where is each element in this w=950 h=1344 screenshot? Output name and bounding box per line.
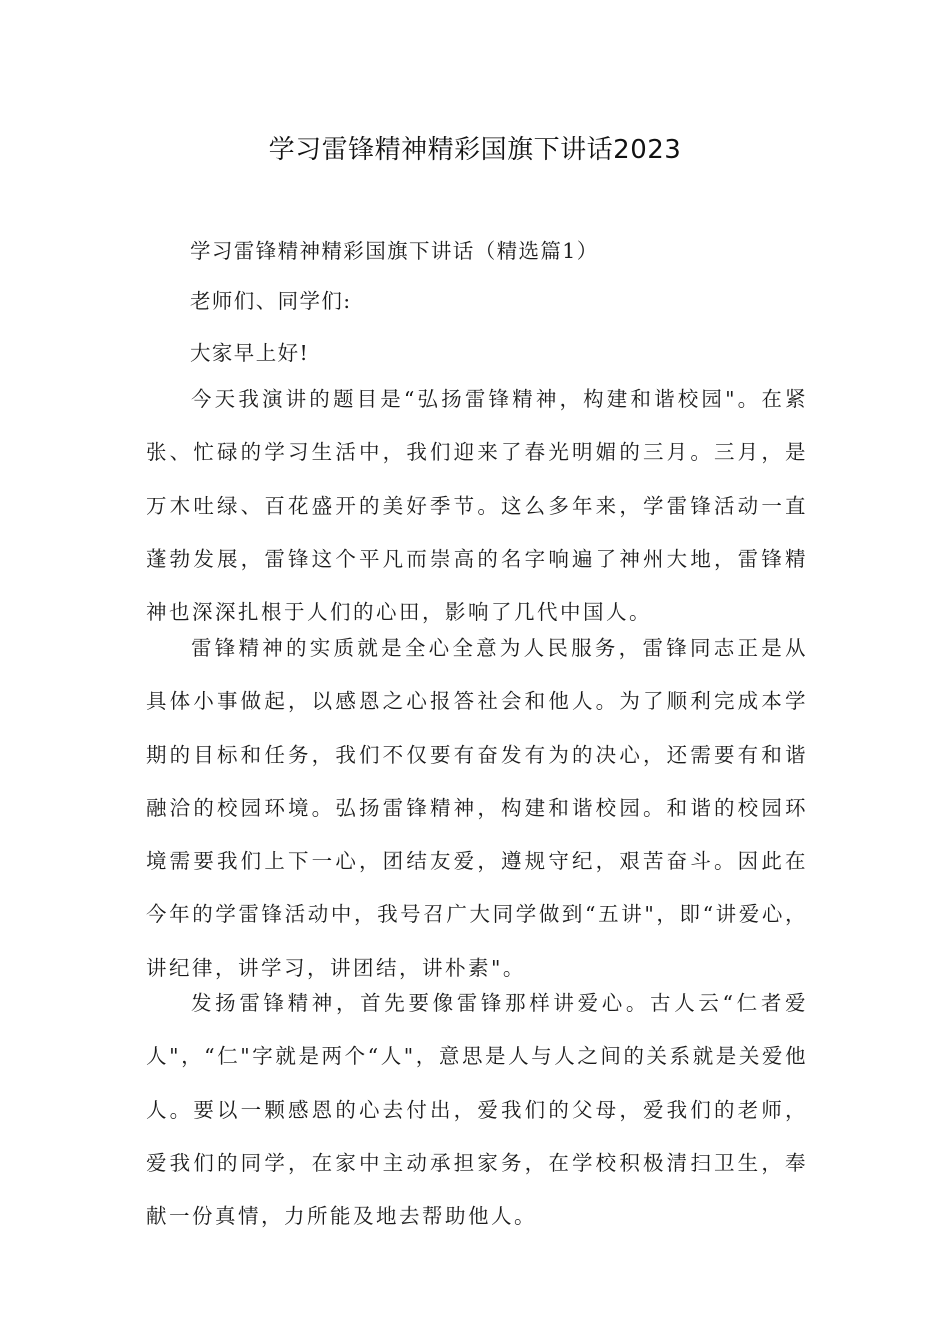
paragraph-1: 今天我演讲的题目是“弘扬雷锋精神，构建和谐校园"。在紧张、忙碌的学习生活中，我们迎来了春光明媚的三月。三月，是万木吐绿、百花盛开的美好季节。这么多年来，学雷锋活动一直蓬勃发展，雷锋这个平凡而崇高的名字响遍了神州大地，雷锋精神也深深扎根于人们的心田，影响了几代中国人。 [146, 387, 808, 625]
document-subtitle: 学习雷锋精神精彩国旗下讲话（精选篇1） [190, 239, 599, 263]
greeting: 大家早上好! [190, 341, 310, 365]
document-title: 学习雷锋精神精彩国旗下讲话2023 [268, 135, 682, 165]
salutation: 老师们、同学们: [190, 289, 352, 313]
paragraph-3: 发扬雷锋精神，首先要像雷锋那样讲爱心。古人云“仁者爱人"，“仁"字就是两个“人"，意思是人与人之间的关系就是关爱他人。要以一颗感恩的心去付出，爱我们的父母，爱我们的老师，爱我们的同学，在家中主动承担家务，在学校积极清扫卫生，奉献一份真情，力所能及地去帮助他人。 [146, 991, 808, 1229]
paragraph-2: 雷锋精神的实质就是全心全意为人民服务，雷锋同志正是从具体小事做起，以感恩之心报答社会和他人。为了顺利完成本学期的目标和任务，我们不仅要有奋发有为的决心，还需要有和谐融洽的校园环境。弘扬雷锋精神，构建和谐校园。和谐的校园环境需要我们上下一心，团结友爱，遵规守纪，艰苦奋斗。因此在今年的学雷锋活动中，我号召广大同学做到“五讲"，即“讲爱心，讲纪律，讲学习，讲团结，讲朴素"。 [146, 636, 808, 980]
